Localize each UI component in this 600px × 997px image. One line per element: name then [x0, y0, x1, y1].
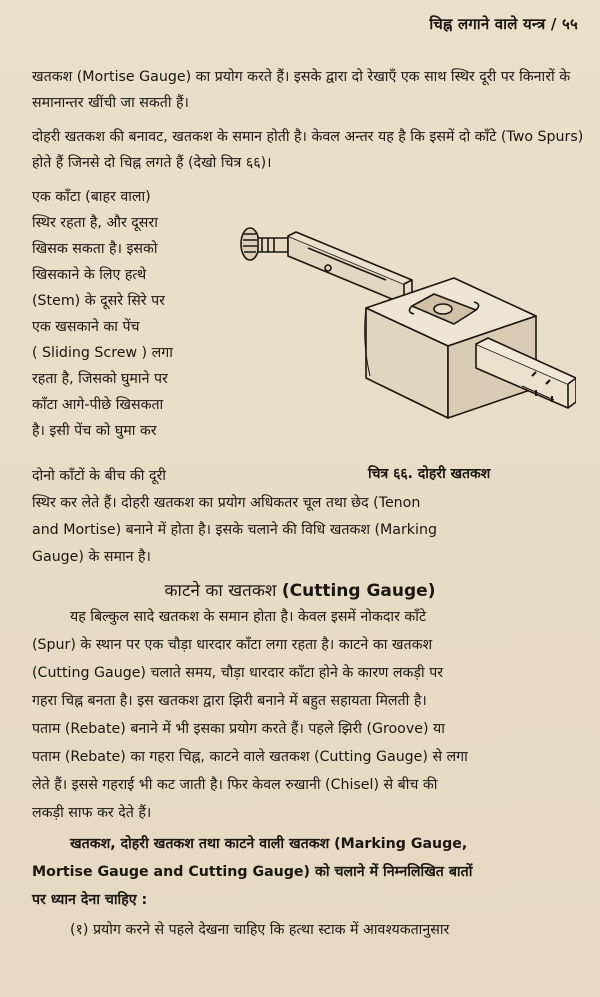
wrap-line: खिसक सकता है। इसको: [32, 241, 158, 257]
wrap-line: एक खसकाने का पेंच: [32, 319, 140, 335]
text-line: पताम (Rebate) का गहरा चिह्न, काटने वाले खतकश (Cutting Gauge) से लगा: [32, 749, 468, 765]
text-line: लेते हैं। इससे गहराई भी कट जाती है। फिर केवल रुखानी (Chisel) से बीच की: [32, 777, 438, 793]
text-line: (Cutting Gauge) चलाते समय, चौड़ा धारदार काँटा होने के कारण लकड़ी पर: [32, 665, 444, 681]
wrap-line: रहता है, जिसको घुमाने पर: [32, 371, 168, 387]
text-line: and Mortise) बनाने में होता है। इसके चलाने की विधि खतकश (Marking: [32, 522, 437, 538]
wrap-line: है। इसी पेंच को घुमा कर: [32, 423, 157, 439]
wrap-line: स्थिर रहता है, और दूसरा: [32, 215, 158, 231]
text-line: लकड़ी साफ कर देते हैं।: [32, 805, 152, 821]
text-line-bold: खतकश, दोहरी खतकश तथा काटने वाली खतकश (Marking Gauge,: [70, 836, 468, 852]
double-gauge-illustration: [236, 208, 576, 448]
section-heading: [0, 578, 600, 601]
paragraph-mortise-gauge: खतकश (Mortise Gauge) का प्रयोग करते हैं। इसके द्वारा दो रेखाएँ एक साथ स्थिर दूरी पर किनारों के समानान्तर खींची जा सकती हैं।: [32, 69, 571, 111]
text-line: दोनो काँटों के बीच की दूरी: [32, 468, 166, 484]
section-heading-hindi: काटने का खतकश: [164, 581, 277, 601]
text-line-bold: Mortise Gauge and Cutting Gauge) को चलाने में निम्नलिखित बातों: [32, 864, 473, 880]
wrap-line: काँटा आगे-पीछे खिसकता: [32, 397, 164, 413]
wrap-line: खिसकाने के लिए हत्थे: [32, 267, 147, 283]
paragraph-double-gauge: दोहरी खतकश की बनावट, खतकश के समान होती है। केवल अन्तर यह है कि इसमें दो काँटे (Two Spurs) होते हैं जिनसे दो चिह्न लगते हैं (देखो चित्र ६६)।: [32, 129, 584, 171]
wrap-line: एक काँटा (बाहर वाला): [32, 189, 151, 205]
text-line: पताम (Rebate) बनाने में भी इसका प्रयोग करते हैं। पहले झिरी (Groove) या: [32, 721, 445, 737]
text-line: स्थिर कर लेते हैं। दोहरी खतकश का प्रयोग अधिकतर चूल तथा छेद (Tenon: [32, 495, 421, 511]
section-heading-english: (Cutting Gauge): [281, 581, 436, 601]
running-head: चिह्न लगाने वाले यन्त्र / ५५: [429, 15, 578, 33]
figure-caption: चित्र ६६. दोहरी खतकश: [368, 466, 491, 482]
text-line: (१) प्रयोग करने से पहले देखना चाहिए कि हत्था स्टाक में आवश्यकतानुसार: [70, 922, 450, 938]
wrap-line: ( Sliding Screw ) लगा: [32, 345, 173, 361]
text-line: गहरा चिह्न बनता है। इस खतकश द्वारा झिरी बनाने में बहुत सहायता मिलती है।: [32, 693, 427, 709]
wrap-line: (Stem) के दूसरे सिरे पर: [32, 293, 165, 309]
text-line-bold: पर ध्यान देना चाहिए :: [32, 892, 148, 908]
text-line: यह बिल्कुल सादे खतकश के समान होता है। केवल इसमें नोकदार काँटे: [70, 609, 427, 625]
text-line: Gauge) के समान है।: [32, 549, 151, 565]
text-line: (Spur) के स्थान पर एक चौड़ा धारदार काँटा लगा रहता है। काटने का खतकश: [32, 637, 433, 653]
